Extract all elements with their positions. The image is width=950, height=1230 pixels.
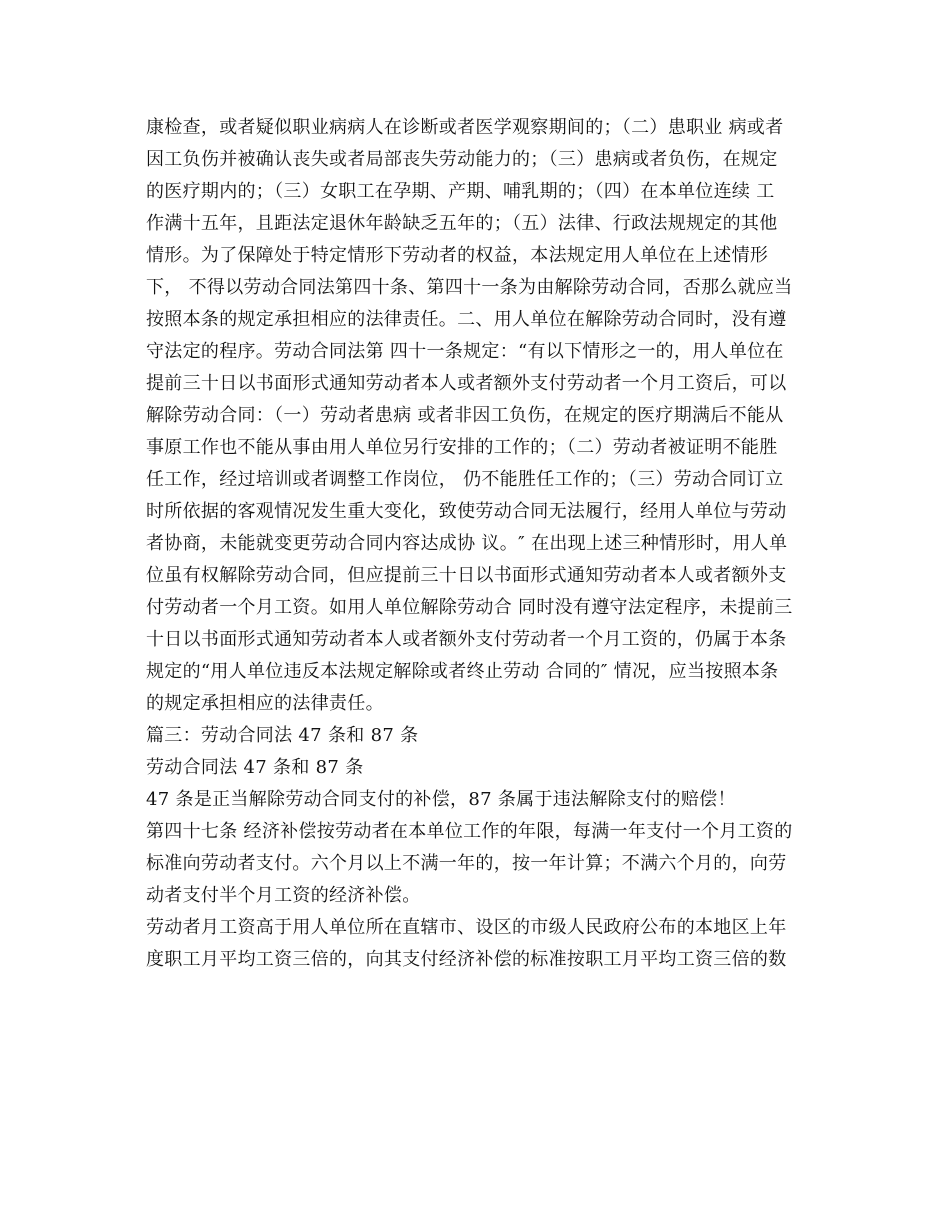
text-line: 动者支付半个月工资的经济补偿。 [146,885,421,906]
text-line: 作满十五年，且距法定退休年龄缺乏五年的；（五）法律、行政法规规定的其他 [146,213,778,234]
text-line: 时所依据的客观情况发生重大变化，致使劳动合同无法履行，经用人单位与劳动 [146,501,787,522]
text-line: 位虽有权解除劳动合同，但应提前三十日以书面形式通知劳动者本人或者额外支 [146,565,787,586]
text-line: 规定的“用人单位违反本法规定解除或者终止劳动 合同的″ 情况，应当按照本条 [146,661,779,682]
text-line: 因工负伤并被确认丧失或者局部丧失劳动能力的；（三）患病或者负伤，在规定 [146,149,778,170]
text-line: 者协商，未能就变更劳动合同内容达成协 议。″ 在出现上述三种情形时，用人单 [146,533,788,554]
text-line: 守法定的程序。劳动合同法第 四十一条规定：“有以下情形之一的，用人单位在 [146,341,784,362]
text-line: 度职工月平均工资三倍的，向其支付经济补偿的标准按职工月平均工资三倍的数 [146,949,787,970]
section-heading: 篇三：劳动合同法 47 条和 87 条 [146,725,419,746]
text-line: 第四十七条 经济补偿按劳动者在本单位工作的年限，每满一年支付一个月工资的 [146,821,793,842]
text-line: 下， 不得以劳动合同法第四十条、第四十一条为由解除劳动合同，否那么就应当 [146,277,793,298]
text-line: 劳动者月工资高于用人单位所在直辖市、设区的市级人民政府公布的本地区上年 [146,917,787,938]
text-line: 的医疗期内的；（三）女职工在孕期、产期、哺乳期的；（四）在本单位连续 工 [146,181,775,202]
text-line: 情形。为了保障处于特定情形下劳动者的权益，本法规定用人单位在上述情形 [146,245,769,266]
document-body [146,112,806,976]
section-subheading: 劳动合同法 47 条和 87 条 [146,757,364,778]
text-line: 康检查，或者疑似职业病病人在诊断或者医学观察期间的；（二）患职业 病或者 [146,117,784,138]
text-line: 按照本条的规定承担相应的法律责任。二、用人单位在解除劳动合同时，没有遵 [146,309,787,330]
text-line: 提前三十日以书面形式通知劳动者本人或者额外支付劳动者一个月工资后，可以 [146,373,787,394]
text-line: 十日以书面形式通知劳动者本人或者额外支付劳动者一个月工资的，仍属于本条 [146,629,787,650]
text-line: 47 条是正当解除劳动合同支付的补偿，87 条属于违法解除支付的赔偿！ [146,789,736,810]
text-line: 解除劳动合同：（一）劳动者患病 或者非因工负伤，在规定的医疗期满后不能从 [146,405,784,426]
text-line: 付劳动者一个月工资。如用人单位解除劳动合 同时没有遵守法定程序，未提前三 [146,597,793,618]
text-line: 标准向劳动者支付。六个月以上不满一年的，按一年计算；不满六个月的，向劳 [146,853,787,874]
text-line: 任工作，经过培训或者调整工作岗位， 仍不能胜任工作的；（三）劳动合同订立 [146,469,784,490]
text-line: 的规定承担相应的法律责任。 [146,693,384,714]
text-line: 事原工作也不能从事由用人单位另行安排的工作的；（二）劳动者被证明不能胜 [146,437,778,458]
